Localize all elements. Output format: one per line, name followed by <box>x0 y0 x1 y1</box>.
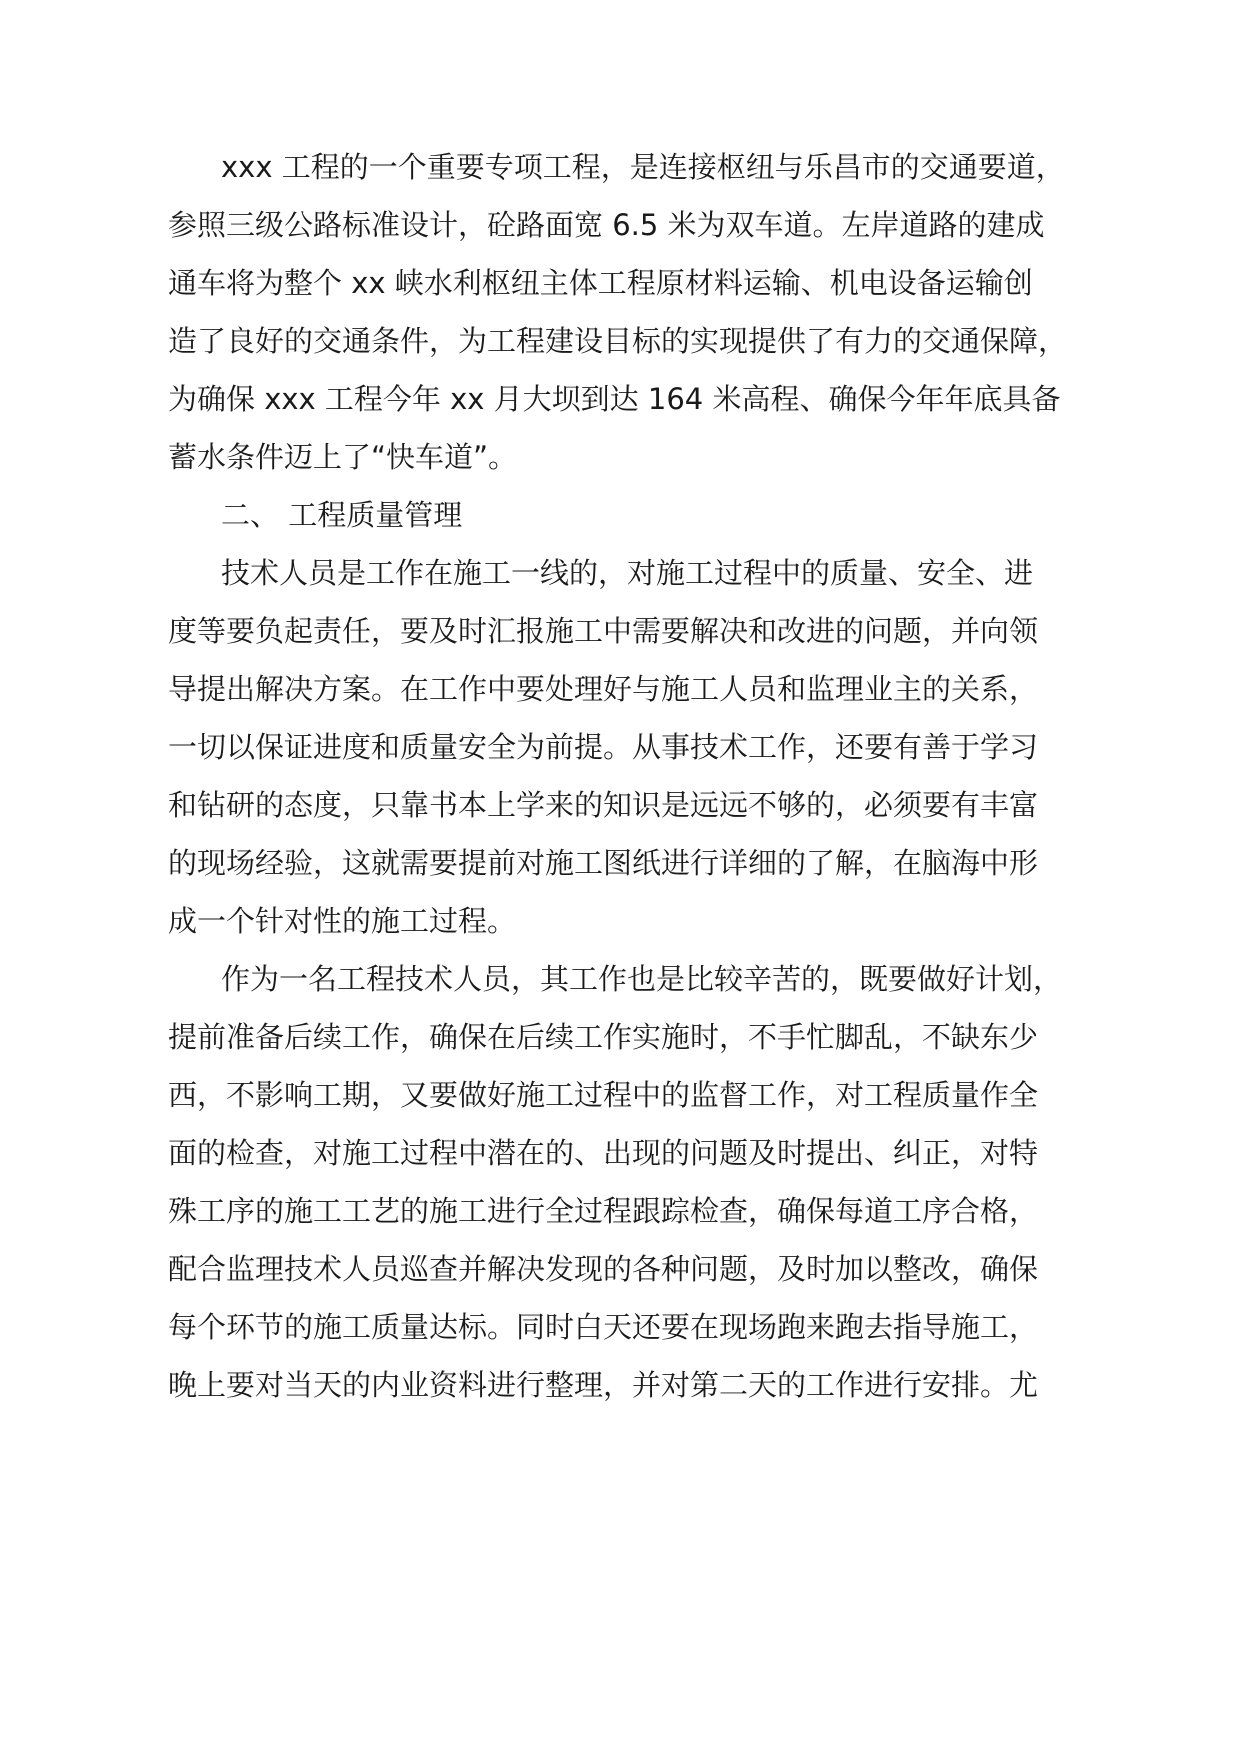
paragraph-line: 配合监理技术人员巡查并解决发现的各种问题，及时加以整改，确保 <box>168 1252 1039 1286</box>
paragraph-line: 度等要负起责任，要及时汇报施工中需要解决和改进的问题，并向领 <box>168 614 1039 648</box>
paragraph-line: 殊工序的施工工艺的施工进行全过程跟踪检查，确保每道工序合格， <box>168 1194 1039 1228</box>
paragraph-line: 晚上要对当天的内业资料进行整理，并对第二天的工作进行安排。尤 <box>168 1368 1039 1402</box>
paragraph-line: 提前准备后续工作，确保在后续工作实施时，不手忙脚乱，不缺东少 <box>168 1020 1039 1054</box>
paragraph-line: 导提出解决方案。在工作中要处理好与施工人员和监理业主的关系， <box>168 672 1039 706</box>
paragraph-line: 参照三级公路标准设计，砼路面宽 6.5 米为双车道。左岸道路的建成 <box>168 208 1045 242</box>
paragraph-line: 作为一名工程技术人员，其工作也是比较辛苦的，既要做好计划， <box>221 962 1063 996</box>
paragraph-line: 面的检查，对施工过程中潜在的、出现的问题及时提出、纠正，对特 <box>168 1136 1039 1170</box>
paragraph-line: 每个环节的施工质量达标。同时白天还要在现场跑来跑去指导施工， <box>168 1310 1039 1344</box>
paragraph-line: xxx 工程的一个重要专项工程，是连接枢纽与乐昌市的交通要道， <box>221 150 1065 184</box>
paragraph-line: 的现场经验，这就需要提前对施工图纸进行详细的了解，在脑海中形 <box>168 846 1039 880</box>
section-heading: 二、 工程质量管理 <box>221 498 463 532</box>
paragraph-line: 蓄水条件迈上了“快车道”。 <box>168 440 518 474</box>
paragraph-line: 通车将为整个 xx 峡水利枢纽主体工程原材料运输、机电设备运输创 <box>168 266 1033 300</box>
paragraph-line: 技术人员是工作在施工一线的，对施工过程中的质量、安全、进 <box>221 556 1034 590</box>
paragraph-line: 一切以保证进度和质量安全为前提。从事技术工作，还要有善于学习 <box>168 730 1039 764</box>
paragraph-line: 和钻研的态度，只靠书本上学来的知识是远远不够的，必须要有丰富 <box>168 788 1039 822</box>
paragraph-line: 造了良好的交通条件，为工程建设目标的实现提供了有力的交通保障， <box>168 324 1068 358</box>
paragraph-line: 西，不影响工期，又要做好施工过程中的监督工作，对工程质量作全 <box>168 1078 1039 1112</box>
paragraph-line: 成一个针对性的施工过程。 <box>168 904 517 938</box>
paragraph-line: 为确保 xxx 工程今年 xx 月大坝到达 164 米高程、确保今年年底具备 <box>168 382 1061 416</box>
